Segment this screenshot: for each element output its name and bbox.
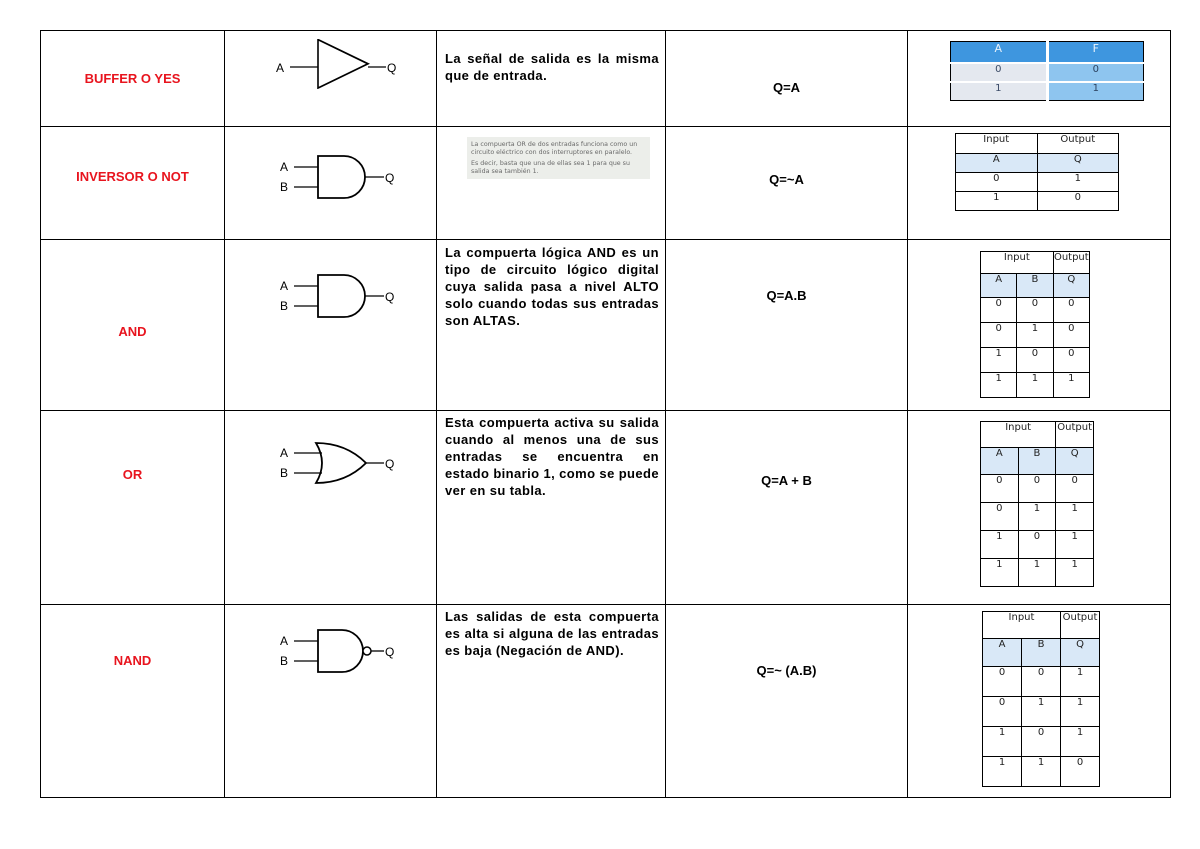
input-group-header: Input — [981, 252, 1054, 274]
gate-symbol-cell — [225, 127, 437, 240]
output-group-header: Output — [1061, 612, 1100, 639]
output-q-label: Q — [384, 645, 394, 659]
description-paragraph: La compuerta OR de dos entradas funciona como un circuito eléctrico con dos interruptores en paralelo. — [471, 141, 638, 156]
cell: 1 — [983, 727, 1022, 757]
cell: 0 — [951, 63, 1048, 82]
input-b-label: B — [279, 654, 288, 668]
truth-table-cell — [908, 31, 1171, 127]
header-a: A — [956, 154, 1038, 173]
equation-cell — [666, 31, 908, 127]
header-b: B — [1022, 639, 1061, 667]
header-a: A — [983, 639, 1022, 667]
cell: 0 — [1053, 298, 1089, 323]
gate-symbol-cell — [225, 31, 437, 127]
cell: 1 — [981, 559, 1019, 587]
input-group-header: Input — [983, 612, 1061, 639]
equation-cell — [666, 240, 908, 411]
cell: 1 — [1056, 531, 1094, 559]
gate-description: La compuerta lógica AND es un tipo de circuito lógico digital cuya salida pasa a nivel ALTO solo cuando todas sus entradas son ALTAS. — [445, 245, 659, 328]
truth-table-cell — [908, 127, 1171, 240]
gate-equation: Q=~A — [769, 172, 804, 187]
buffer-gate-icon — [256, 39, 406, 89]
gate-equation: Q=A — [772, 80, 801, 95]
cell: 1 — [1037, 173, 1119, 192]
header-b: B — [1018, 448, 1056, 475]
truth-table — [982, 611, 1100, 787]
truth-table — [950, 41, 1144, 101]
truth-table-cell — [908, 605, 1171, 798]
table-row — [41, 240, 1171, 411]
or-gate-icon — [256, 433, 406, 493]
equation-cell — [666, 411, 908, 605]
gate-name: OR — [122, 467, 143, 482]
input-a-label: A — [279, 279, 288, 293]
cell: 1 — [1056, 503, 1094, 531]
gate-equation: Q=~ (A.B) — [756, 663, 817, 678]
cell: 0 — [981, 475, 1019, 503]
cell: 1 — [1056, 559, 1094, 587]
cell: 0 — [1018, 475, 1056, 503]
cell: 1 — [1061, 727, 1100, 757]
input-a-label: A — [279, 160, 288, 174]
table-row — [41, 411, 1171, 605]
header-q: Q — [1061, 639, 1100, 667]
cell: 1 — [1047, 82, 1144, 101]
gate-equation: Q=A.B — [766, 288, 807, 303]
table-row — [41, 31, 1171, 127]
cell: 0 — [1022, 727, 1061, 757]
output-q-label: Q — [384, 290, 394, 304]
output-q-label: Q — [384, 457, 394, 471]
description-image — [467, 137, 650, 179]
gate-name-cell — [41, 31, 225, 127]
description-cell — [437, 411, 666, 605]
input-group-header: Input — [956, 134, 1038, 154]
gate-symbol-cell — [225, 605, 437, 798]
input-b-label: B — [279, 299, 288, 313]
gate-symbol-cell — [225, 411, 437, 605]
description-cell — [437, 31, 666, 127]
cell: 0 — [1061, 757, 1100, 787]
cell: 0 — [1017, 298, 1053, 323]
cell: 1 — [1053, 373, 1089, 398]
cell: 1 — [981, 531, 1019, 559]
gate-name: INVERSOR O NOT — [76, 169, 189, 184]
gate-symbol-cell — [225, 240, 437, 411]
input-group-header: Input — [981, 422, 1056, 448]
description-cell — [437, 240, 666, 411]
header-f: F — [1047, 42, 1144, 64]
input-a-label: A — [275, 61, 284, 75]
table-row — [41, 605, 1171, 798]
truth-table — [980, 251, 1090, 398]
output-q-label: Q — [386, 61, 396, 75]
gate-description: Las salidas de esta compuerta es alta si alguna de las entradas es baja (Negación de AND). — [445, 609, 659, 658]
equation-cell — [666, 605, 908, 798]
cell: 0 — [1018, 531, 1056, 559]
gate-name: AND — [118, 324, 147, 339]
cell: 0 — [1053, 348, 1089, 373]
header-a: A — [951, 42, 1048, 64]
cell: 0 — [1022, 667, 1061, 697]
header-q: Q — [1037, 154, 1119, 173]
cell: 1 — [1018, 503, 1056, 531]
input-b-label: B — [279, 466, 288, 480]
truth-table-cell — [908, 240, 1171, 411]
output-group-header: Output — [1056, 422, 1094, 448]
header-q: Q — [1056, 448, 1094, 475]
cell: 1 — [981, 348, 1017, 373]
truth-table-cell — [908, 411, 1171, 605]
header-q: Q — [1053, 274, 1089, 298]
gate-name: NAND — [113, 653, 152, 668]
output-q-label: Q — [384, 171, 394, 185]
cell: 1 — [1017, 373, 1053, 398]
nand-gate-icon — [256, 621, 406, 681]
logic-gates-table — [40, 30, 1171, 798]
output-group-header: Output — [1053, 252, 1089, 274]
gate-equation: Q=A + B — [761, 473, 812, 488]
cell: 0 — [983, 697, 1022, 727]
input-b-label: B — [279, 180, 288, 194]
gate-name-cell — [41, 605, 225, 798]
description-paragraph: Es decir, basta que una de ellas sea 1 para que su salida sea también 1. — [471, 160, 630, 175]
gate-name-cell — [41, 411, 225, 605]
table-row — [41, 127, 1171, 240]
gate-name: BUFFER O YES — [84, 71, 181, 86]
cell: 1 — [951, 82, 1048, 101]
output-group-header: Output — [1037, 134, 1119, 154]
gate-name-cell — [41, 127, 225, 240]
cell: 0 — [1053, 323, 1089, 348]
cell: 0 — [956, 173, 1038, 192]
description-cell — [437, 127, 666, 240]
equation-cell — [666, 127, 908, 240]
cell: 0 — [1037, 192, 1119, 211]
truth-table — [980, 421, 1094, 587]
cell: 0 — [1017, 348, 1053, 373]
and-gate-icon — [256, 147, 406, 207]
cell: 0 — [983, 667, 1022, 697]
cell: 1 — [1022, 697, 1061, 727]
cell: 0 — [981, 323, 1017, 348]
cell: 1 — [1017, 323, 1053, 348]
header-a: A — [981, 274, 1017, 298]
cell: 1 — [1022, 757, 1061, 787]
cell: 0 — [1056, 475, 1094, 503]
gate-description: Esta compuerta activa su salida cuando al menos una de sus entradas se encuentra en estado binario 1, como se puede ver en su tabla. — [445, 415, 659, 498]
input-a-label: A — [279, 446, 288, 460]
gate-description: La señal de salida es la misma que de entrada. — [445, 51, 659, 83]
cell: 0 — [981, 298, 1017, 323]
cell: 0 — [981, 503, 1019, 531]
truth-table — [955, 133, 1119, 211]
gate-name-cell — [41, 240, 225, 411]
cell: 0 — [1047, 63, 1144, 82]
cell: 1 — [983, 757, 1022, 787]
cell: 1 — [1061, 697, 1100, 727]
description-cell — [437, 605, 666, 798]
header-a: A — [981, 448, 1019, 475]
input-a-label: A — [279, 634, 288, 648]
cell: 1 — [1061, 667, 1100, 697]
cell: 1 — [956, 192, 1038, 211]
and-gate-icon — [256, 266, 406, 326]
cell: 1 — [981, 373, 1017, 398]
header-b: B — [1017, 274, 1053, 298]
cell: 1 — [1018, 559, 1056, 587]
